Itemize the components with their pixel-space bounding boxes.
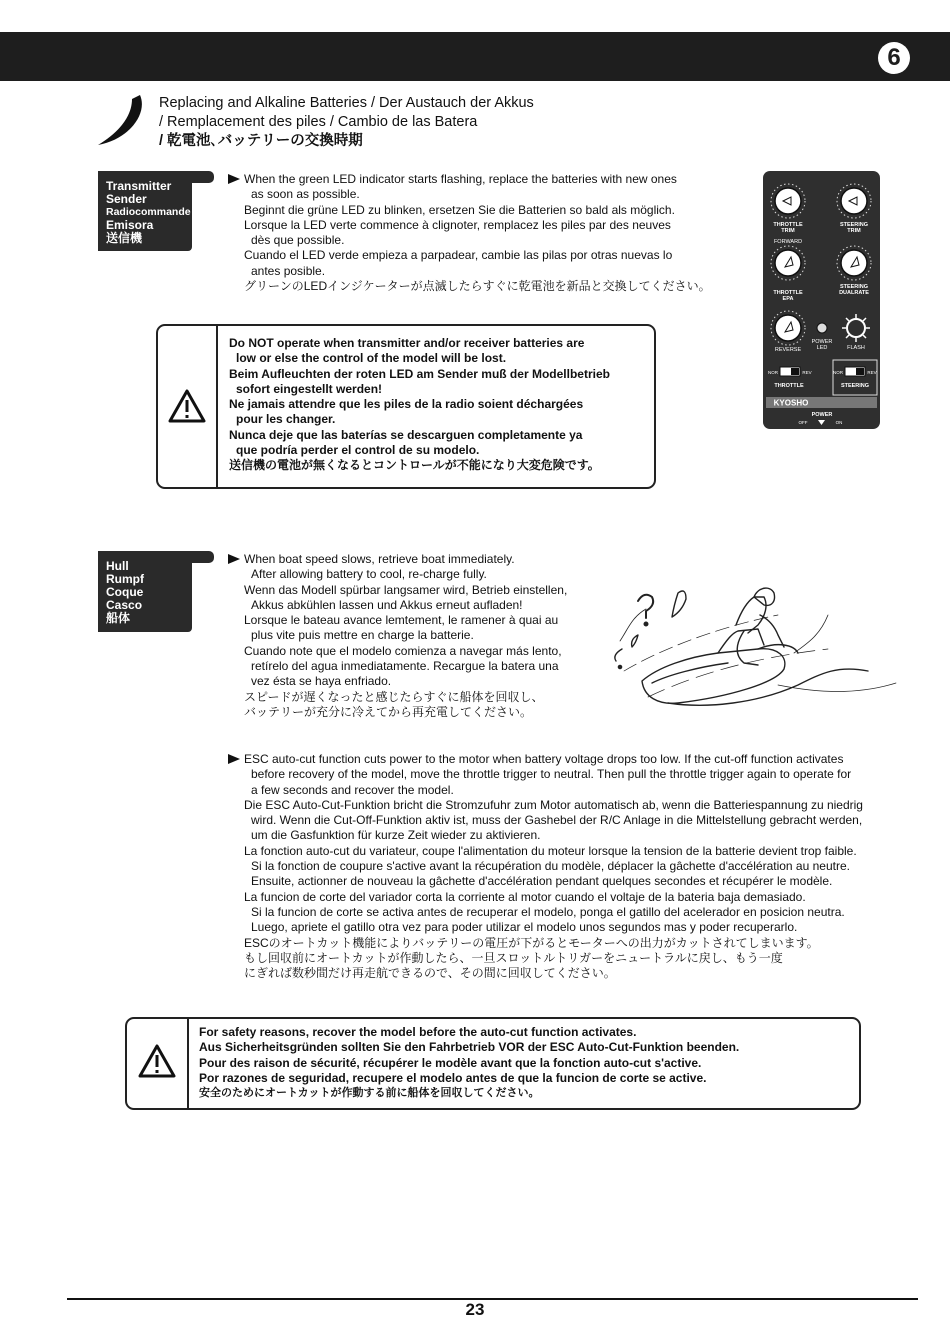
panel-label: THROTTLE (773, 222, 803, 228)
warning-line: Ne jamais attendre que les piles de la radio soient déchargées (229, 397, 584, 412)
title-line-3: / 乾電池､バッテリーの交換時期 (159, 133, 363, 149)
arrow-bullet-icon (228, 554, 240, 564)
text-line: バッテリーが充分に冷えてから再充電してください。 (244, 704, 533, 719)
hull-tab (98, 551, 192, 632)
panel-label: FORWARD (773, 239, 803, 245)
arrow-bullet-icon (228, 754, 240, 764)
text-line: When the green LED indicator starts flashing, replace the batteries with new ones (244, 172, 677, 186)
panel-label: TRIM (781, 228, 795, 234)
esc-instructions (228, 752, 863, 981)
tab-label: 送信機 (106, 231, 143, 245)
warning-line: pour les changer. (236, 412, 336, 427)
text-line: Si la funcion de corte se activa antes de recuperar el modelo, ponga el gatillo del acelerador en posicion neutra. (251, 904, 845, 919)
panel-label: NOR (833, 370, 843, 375)
tab-label: Hull (106, 559, 129, 573)
text-line: vez ésta se haya enfriado. (251, 674, 392, 689)
text-line: スピードが遅くなったと感じたらすぐに船体を回収し、 (244, 689, 544, 704)
panel-brand-logo: KYOSHO (773, 398, 809, 408)
text-line: Cuando note que el modelo comienza a navegar más lento, (244, 643, 562, 658)
panel-label: OFF (798, 420, 808, 425)
text-line: Die ESC Auto-Cut-Funktion bricht die Stromzufuhr zum Motor automatisch ab, wenn die Batteriespannung zu niedrig (244, 797, 863, 812)
section-title (159, 94, 534, 151)
arrow-bullet-icon (228, 174, 240, 184)
warning-line: Do NOT operate when transmitter and/or receiver batteries are (229, 336, 585, 350)
text-line: Beginnt die grüne LED zu blinken, ersetzen Sie die Batterien so bald als möglich. (244, 202, 675, 217)
text-line: before recovery of the model, move the throttle trigger to neutral. Then pull the throttle trigger again to operate for (251, 767, 852, 782)
text-line: ESCのオートカット機能によりバッテリーの電圧が下がるとモーターへの出力がカットされてしまいます。 (244, 935, 819, 950)
transmitter-tab (98, 171, 192, 251)
panel-label: ON (835, 420, 843, 425)
panel-label: EPA (782, 296, 794, 302)
text-line: Ensuite, actionner de nouveau la gâchette d'accélération pendant quelques secondes et récupérer le modèle. (251, 874, 833, 889)
text-line: plus vite puis mettre en charge la batterie. (251, 628, 474, 643)
panel-label: REVERSE (774, 347, 802, 353)
tab-label: 船体 (106, 611, 131, 625)
warning-line: Por razones de seguridad, recupere el modelo antes de que la funcion de corte se active. (199, 1070, 707, 1085)
text-line: um die Gasfunktion für kurze Zeit wieder zu aktivieren. (251, 828, 541, 843)
warning-line: low or else the control of the model will be lost. (236, 351, 507, 366)
warning-line: 安全のためにオートカットが作動する前に船体を回収してください。 (199, 1087, 540, 1100)
text-line: wird. Wenn die Cut-Off-Funktion aktiv ist, muss der Gashebel der R/C Anlage in die Mittelstellung gebracht werden, (251, 813, 863, 828)
warning-line: Nunca deje que las baterías se descarguen completamente ya (229, 427, 583, 442)
text-line: Wenn das Modell spürbar langsamer wird, Betrieb einstellen, (244, 582, 568, 597)
warning-line: sofort eingestellt werden! (236, 381, 383, 396)
warning-icon-cell (158, 326, 218, 487)
text-line: グリーンのLEDインジケーターが点滅したらすぐに乾電池を新品と交換してください。 (244, 279, 711, 294)
chapter-number-badge: 6 (878, 42, 910, 74)
panel-label: THROTTLE (774, 383, 804, 389)
warning-triangle-icon (137, 1043, 177, 1079)
swoosh-icon (96, 95, 148, 147)
tab-label: Casco (106, 598, 143, 612)
text-line: Luego, apriete el gatillo otra vez para poder utilizar el modelo unos segundos mas y poder recuperarlo. (251, 920, 798, 935)
panel-label: NOR (768, 370, 778, 375)
panel-label: FLASH (847, 345, 865, 351)
text-line: dès que possible. (251, 233, 345, 248)
warning-line: que podría perder el control de su modelo. (236, 443, 480, 458)
header-bar (0, 32, 950, 81)
warning-line: Beim Aufleuchten der roten LED am Sender muß der Modellbetrieb (229, 366, 610, 381)
text-line: Akkus abkühlen lassen und Akkus erneut aufladen! (251, 597, 523, 612)
esc-warning-box (125, 1017, 861, 1110)
warning-line: For safety reasons, recover the model before the auto-cut function activates. (199, 1025, 637, 1039)
text-line: When boat speed slows, retrieve boat immediately. (244, 552, 515, 566)
text-line: antes posible. (251, 263, 326, 278)
panel-label: STEERING (839, 222, 869, 228)
panel-label: STEERING (839, 284, 869, 290)
text-line: retírelo del agua inmediatamente. Recargue la batera una (251, 659, 559, 674)
warning-line: 送信機の電池が無くなるとコントロールが不能になり大変危険です。 (229, 458, 600, 473)
panel-label: THROTTLE (773, 290, 803, 296)
panel-label: TRIM (847, 228, 861, 234)
transmitter-panel-drawing (763, 171, 880, 429)
text-line: a few seconds and recover the model. (251, 782, 454, 797)
tab-label: Radiocommande (106, 206, 191, 218)
warning-line: Aus Sicherheitsgründen sollten Sie den Fahrbetrieb VOR der ESC Auto-Cut-Funktion beenden. (199, 1040, 740, 1055)
warning-line: Pour des raison de sécurité, récupérer le modèle avant que la fonction auto-cut s'active. (199, 1055, 702, 1070)
text-line: La funcion de corte del variador corta la corriente al motor cuando el voltaje de la bateria baja demasiado. (244, 889, 806, 904)
panel-label: STEERING (840, 383, 870, 389)
text-line: After allowing battery to cool, re-charge fully. (251, 567, 487, 582)
transmitter-warning-box (156, 324, 656, 489)
page-number: 23 (465, 1300, 485, 1319)
text-line: ESC auto-cut function cuts power to the motor when battery voltage drops too low. If the cut-off function activates (244, 752, 844, 766)
text-line: もし回収前にオートカットが作動したら、一旦スロットルトリガーをニュートラルに戻し、もう一度 (244, 950, 783, 965)
warning-text (199, 1025, 739, 1101)
title-line-1: Replacing and Alkaline Batteries / Der Austauch der Akkus (159, 95, 534, 111)
text-line: Lorsque la LED verte commence à clignoter, remplacez les piles par des neuves (244, 217, 671, 232)
text-line: Cuando el LED verde empieza a parpadear, cambie las pilas por otras nuevas lo (244, 248, 673, 263)
tab-label: Transmitter (106, 179, 172, 193)
panel-label: LED (816, 345, 828, 351)
panel-label: REV (867, 370, 877, 375)
jet-ski-rider-illustration (608, 585, 898, 725)
warning-text (229, 336, 610, 474)
tab-label: Rumpf (106, 572, 144, 586)
warning-triangle-icon (167, 388, 207, 424)
panel-label: REV (802, 370, 812, 375)
panel-label: POWER (811, 339, 833, 345)
text-line: Si la fonction de coupure s'active avant la récupération du modèle, déplacer la gâchette d'accélération au neutre. (251, 859, 850, 874)
title-line-2: / Remplacement des piles / Cambio de las Batera (159, 114, 478, 130)
text-line: Lorsque le bateau avance lemtement, le ramener à quai au (244, 613, 559, 628)
transmitter-panel-illustration (763, 171, 880, 429)
panel-label: POWER (811, 412, 833, 418)
tab-label: Emisora (106, 218, 154, 232)
transmitter-instructions (228, 172, 711, 294)
panel-label: DUALRATE (839, 290, 869, 296)
tab-label: Coque (106, 585, 144, 599)
tab-label: Sender (106, 192, 147, 206)
text-line: La fonction auto-cut du variateur, coupe l'alimentation du moteur lorsque la tension de la batterie devient trop faible. (244, 843, 857, 858)
text-line: にぎれば数秒間だけ再走航できるので、その間に回収してください。 (244, 966, 616, 981)
warning-icon-cell (127, 1019, 189, 1108)
text-line: as soon as possible. (251, 187, 360, 202)
hull-instructions (228, 552, 567, 720)
